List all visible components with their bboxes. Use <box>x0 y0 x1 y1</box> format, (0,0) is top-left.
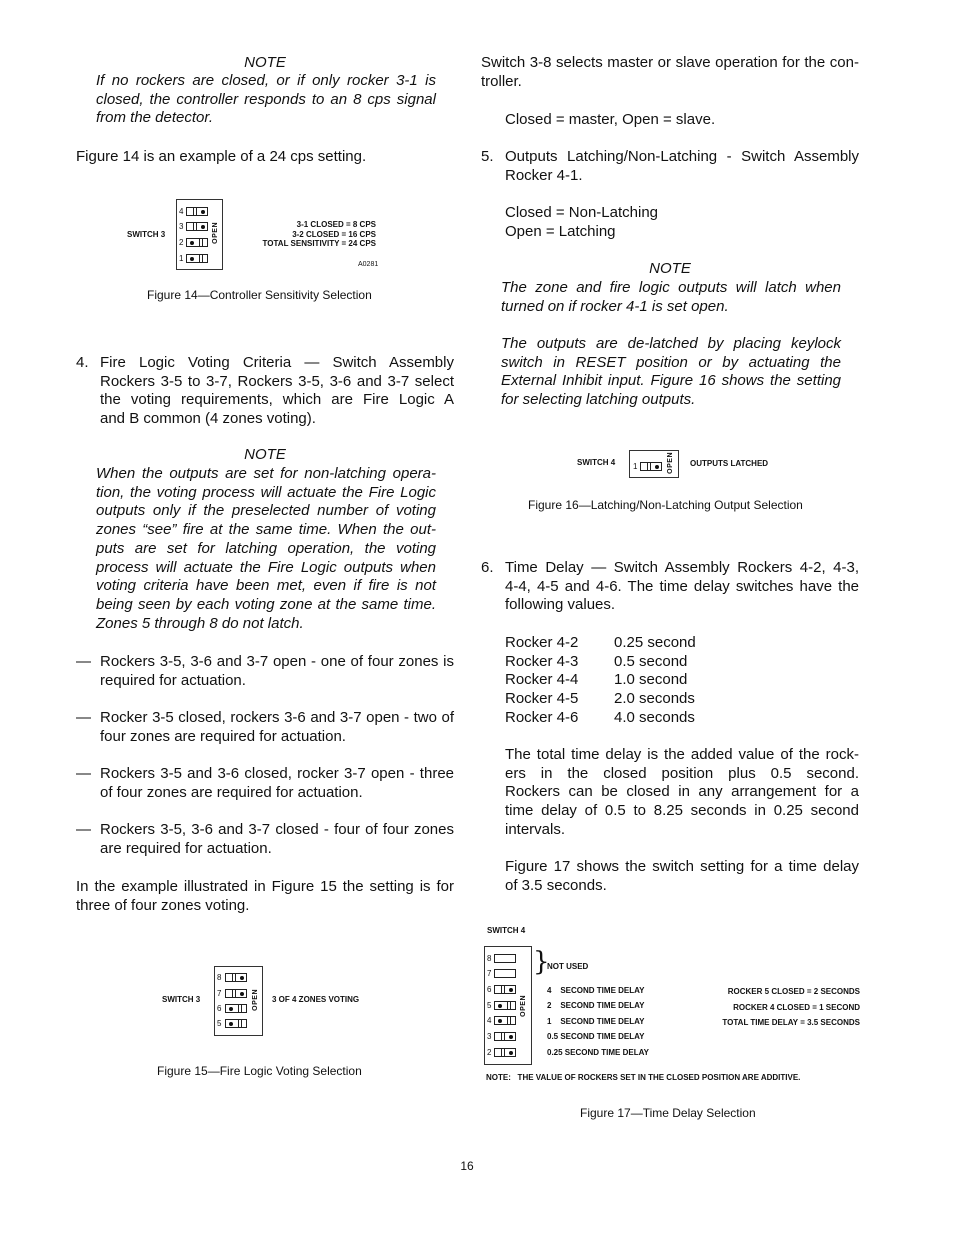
dash-line: Rocker 3-5 closed, rockers 3-6 and 3-7 open - two of <box>100 709 454 726</box>
fig14-rocker-num: 1 <box>179 254 184 263</box>
fig17-right2: ROCKER 4 CLOSED = 1 SECOND <box>733 1003 860 1012</box>
delay-value: 0.25 second <box>614 634 696 651</box>
fig17-row: 2 SECOND TIME DELAY <box>547 1001 645 1010</box>
delay-table <box>505 634 696 728</box>
note2-line: process will actuate the Fire Logic outputs when <box>96 558 436 576</box>
fig17-right3: TOTAL TIME DELAY = 3.5 SECONDS <box>722 1018 860 1027</box>
item5-line: Rocker 4-1. <box>505 166 583 184</box>
switch38-line: troller. <box>481 72 522 90</box>
note2-heading: NOTE <box>244 446 286 463</box>
fig17-right1: ROCKER 5 CLOSED = 2 SECONDS <box>727 987 860 996</box>
item5 <box>481 148 859 185</box>
dash-mark: — <box>76 821 91 838</box>
fig14-open-label: OPEN <box>212 222 219 244</box>
note1-text <box>96 72 436 128</box>
fig17-not-used: NOT USED <box>547 962 589 971</box>
item6-number: 6. <box>481 559 494 576</box>
fig15-rocker <box>225 973 247 982</box>
dash-mark: — <box>76 709 91 726</box>
dash-mark: — <box>76 653 91 670</box>
note2-line: voting criteria have been met, even if fire is not <box>96 577 436 595</box>
fig16-switch <box>629 450 679 478</box>
fig17-rocker-num: 8 <box>487 954 492 963</box>
fig14-rocker <box>186 222 208 231</box>
dash-line: are required for actuation. <box>100 839 272 857</box>
note2-line: outputs only if the preselected number of voting <box>96 502 436 520</box>
fig17-row: 0.5 SECOND TIME DELAY <box>547 1032 645 1041</box>
fig17-rocker-num: 3 <box>487 1032 492 1041</box>
note2-line: puts are set for latching operation, the voting <box>96 539 436 557</box>
delay-row <box>505 709 696 728</box>
page-number: 16 <box>460 1159 474 1173</box>
item4-line: and B common (4 zones voting). <box>100 410 316 428</box>
switch38-line: Switch 3-8 selects master or slave operation for the con- <box>481 54 859 71</box>
fig17-rocker-num: 5 <box>487 1001 492 1010</box>
fig17-rocker-num: 2 <box>487 1048 492 1057</box>
note2-line: being seen by each voting zone at the same time. <box>96 595 436 613</box>
fig17-intro-line: Figure 17 shows the switch setting for a time delay <box>505 858 859 875</box>
fig14-switch-label: SWITCH 3 <box>127 230 166 239</box>
note3-line: switch in RESET position or by actuating the <box>501 353 841 371</box>
total-line: intervals. <box>505 820 566 838</box>
delay-value: 4.0 seconds <box>614 708 695 726</box>
delay-row <box>505 634 696 653</box>
fig14-rocker-num: 2 <box>179 238 184 247</box>
fig15-switch-label: SWITCH 3 <box>162 995 201 1004</box>
note3-p1 <box>501 279 841 316</box>
master-slave: Closed = master, Open = slave. <box>505 111 716 128</box>
fig17-row: 0.25 SECOND TIME DELAY <box>547 1048 649 1057</box>
fig17-row: 1 SECOND TIME DELAY <box>547 1017 645 1026</box>
note2-text <box>96 465 436 633</box>
note1-line: from the detector. <box>96 109 213 127</box>
item5-number: 5. <box>481 148 494 165</box>
note3-heading: NOTE <box>649 260 691 277</box>
fig15-rocker-num: 7 <box>217 989 222 998</box>
fig15-rocker-num: 8 <box>217 973 222 982</box>
fig17-row: 4 SECOND TIME DELAY <box>547 986 645 995</box>
note1-heading: NOTE <box>244 54 286 71</box>
delay-row <box>505 690 696 709</box>
fig17-intro <box>505 858 859 895</box>
closed-nonlatching: Closed = Non-Latching <box>505 204 659 221</box>
fig16-switch-label: SWITCH 4 <box>577 458 616 467</box>
dash-item <box>76 765 454 802</box>
fig17-note: NOTE: THE VALUE OF ROCKERS SET IN THE CLOSED POSITION ARE ADDITIVE. <box>486 1073 801 1082</box>
fig15-rocker-num: 5 <box>217 1019 222 1028</box>
fig17-rocker <box>494 1048 516 1057</box>
fig17-brace: } <box>533 947 550 977</box>
item4-line: the voting requirements, which are Fire Logic A <box>100 391 454 409</box>
fig16-rocker-num: 1 <box>633 462 638 471</box>
total-line: time delay of 0.5 to 8.25 seconds in 0.25 second <box>505 802 859 820</box>
note3-line: External Inhibit input. Figure 16 shows the setting <box>501 372 841 390</box>
delay-row <box>505 653 696 672</box>
fig17-rocker <box>494 1032 516 1041</box>
fig14-line1: 3-1 CLOSED = 8 CPS <box>296 220 376 229</box>
delay-rocker: Rocker 4-3 <box>505 652 579 670</box>
fig17-open-label: OPEN <box>520 995 527 1017</box>
dash-line: required for actuation. <box>100 671 246 689</box>
fig17-rocker-num: 7 <box>487 969 492 978</box>
total-line: The total time delay is the added value of the rock- <box>505 746 859 763</box>
total-line: ers in the closed position plus 0.5 second. <box>505 764 859 782</box>
item4-line: Fire Logic Voting Criteria — Switch Assembly <box>100 354 454 371</box>
item4-line: Rockers 3-5 to 3-7, Rockers 3-5, 3-6 and 3-7 select <box>100 372 454 390</box>
dash-item <box>76 821 454 858</box>
note3-line: for selecting latching outputs. <box>501 391 696 409</box>
fig15-rocker-num: 6 <box>217 1004 222 1013</box>
fig17-rocker <box>494 1016 516 1025</box>
note3-line: turned on if rocker 4-1 is set open. <box>501 297 729 315</box>
delay-rocker: Rocker 4-2 <box>505 634 579 651</box>
fig17-caption: Figure 17—Time Delay Selection <box>580 1106 756 1120</box>
fig15-intro-line: three of four zones voting. <box>76 896 250 914</box>
fig15-intro-line: In the example illustrated in Figure 15 the setting is for <box>76 878 454 895</box>
fig16-label: OUTPUTS LATCHED <box>690 459 769 468</box>
fig14-rocker <box>186 207 208 216</box>
fig14-line2: 3-2 CLOSED = 16 CPS <box>292 230 376 239</box>
fig17-switch <box>484 946 532 1065</box>
fig15-switch <box>214 966 263 1036</box>
open-latching: Open = Latching <box>505 223 616 240</box>
fig15-caption: Figure 15—Fire Logic Voting Selection <box>157 1064 362 1078</box>
delay-rocker: Rocker 4-6 <box>505 708 579 726</box>
fig14-rocker <box>186 238 208 247</box>
fig17-rocker <box>494 1001 516 1010</box>
dash-mark: — <box>76 765 91 782</box>
fig17-rocker-num: 6 <box>487 985 492 994</box>
item4-number: 4. <box>76 354 89 371</box>
fig16-caption: Figure 16—Latching/Non-Latching Output Selection <box>528 498 803 512</box>
item6-line: Time Delay — Switch Assembly Rockers 4-2, 4-3, <box>505 559 859 576</box>
item6-line: 4-4, 4-5 and 4-6. The time delay switches have the <box>505 577 859 595</box>
fig17-rocker <box>494 954 516 963</box>
fig17-rocker-num: 4 <box>487 1016 492 1025</box>
fig14-rocker-num: 4 <box>179 207 184 216</box>
delay-row <box>505 671 696 690</box>
delay-value: 0.5 second <box>614 652 688 670</box>
item4 <box>76 354 454 429</box>
switch38-text <box>481 54 859 91</box>
note2-line: When the outputs are set for non-latching opera- <box>96 465 436 482</box>
dash-item <box>76 653 454 690</box>
delay-rocker: Rocker 4-5 <box>505 690 579 708</box>
dash-line: Rockers 3-5, 3-6 and 3-7 open - one of four zones is <box>100 653 454 670</box>
note3-line: The zone and fire logic outputs will latch when <box>501 279 841 296</box>
dash-line: four zones are required for actuation. <box>100 727 346 745</box>
fig14-code: A0281 <box>358 261 379 268</box>
fig14-switch <box>176 199 223 270</box>
note1-line: If no rockers are closed, or if only rocker 3-1 is <box>96 72 436 89</box>
note3-p2 <box>501 335 841 410</box>
fig15-intro <box>76 878 454 915</box>
item6 <box>481 559 859 615</box>
note2-line: Zones 5 through 8 do not latch. <box>96 614 304 632</box>
fig15-rocker <box>225 1019 247 1028</box>
fig16-open-label: OPEN <box>667 452 674 474</box>
fig14-rocker <box>186 254 208 263</box>
fig15-open-label: OPEN <box>252 989 259 1011</box>
fig14-intro: Figure 14 is an example of a 24 cps setting. <box>76 148 367 165</box>
total-line: Rockers can be closed in any arrangement for a <box>505 783 859 801</box>
delay-rocker: Rocker 4-4 <box>505 671 579 689</box>
dash-line: Rockers 3-5 and 3-6 closed, rocker 3-7 open - three <box>100 765 454 782</box>
fig17-rocker <box>494 985 516 994</box>
fig14-line3: TOTAL SENSITIVITY = 24 CPS <box>262 239 376 248</box>
fig15-label: 3 OF 4 ZONES VOTING <box>272 995 360 1004</box>
dash-line: of four zones are required for actuation. <box>100 783 363 801</box>
fig16-rocker <box>640 462 662 471</box>
note3-line: The outputs are de-latched by placing keylock <box>501 335 841 352</box>
delay-value: 2.0 seconds <box>614 690 695 708</box>
dash-item <box>76 709 454 746</box>
fig17-rocker <box>494 969 516 978</box>
fig14-rocker-num: 3 <box>179 222 184 231</box>
fig15-rocker <box>225 1004 247 1013</box>
item5-line: Outputs Latching/Non-Latching - Switch Assembly <box>505 148 859 165</box>
delay-value: 1.0 second <box>614 671 688 689</box>
note1-line: closed, the controller responds to an 8 cps signal <box>96 90 436 108</box>
note2-line: zones “see” fire at the same time. When the out- <box>96 521 436 539</box>
dash-line: Rockers 3-5, 3-6 and 3-7 closed - four of four zones <box>100 821 454 838</box>
fig14-caption: Figure 14—Controller Sensitivity Selection <box>147 288 372 302</box>
fig15-rocker <box>225 989 247 998</box>
note2-line: tion, the voting process will actuate the Fire Logic <box>96 483 436 501</box>
fig17-switch-label: SWITCH 4 <box>487 926 526 935</box>
item6-line: following values. <box>505 596 616 614</box>
total-delay-text <box>505 746 859 840</box>
fig17-intro-line: of 3.5 seconds. <box>505 876 607 894</box>
